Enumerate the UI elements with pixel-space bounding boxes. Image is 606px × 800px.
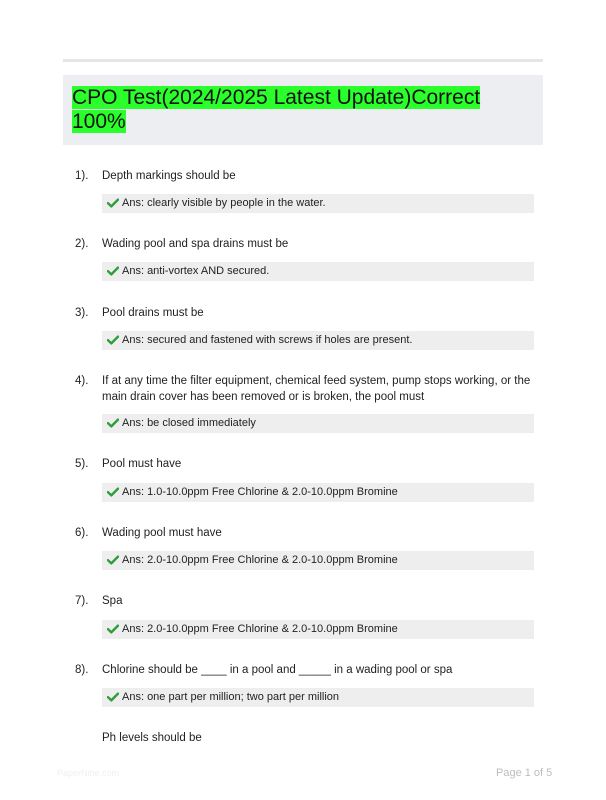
question-number: 7). xyxy=(75,595,89,607)
answer-text: Ans: be closed immediately xyxy=(122,417,256,429)
answer-text: Ans: 2.0-10.0ppm Free Chlorine & 2.0-10.0ppm Bromine xyxy=(122,554,398,566)
answer-text: Ans: 2.0-10.0ppm Free Chlorine & 2.0-10.0ppm Bromine xyxy=(122,623,398,635)
question-number: 2). xyxy=(75,238,89,250)
checkmark-icon xyxy=(107,331,120,345)
question-number: 6). xyxy=(75,527,89,539)
answer-text: Ans: secured and fastened with screws if holes are present. xyxy=(122,334,413,346)
answer-box xyxy=(102,414,534,433)
checkmark-icon xyxy=(107,194,120,208)
question-text: Spa xyxy=(102,595,123,607)
answer-text: Ans: one part per million; two part per million xyxy=(122,691,340,703)
checkmark-icon xyxy=(107,262,120,276)
question-text: Wading pool and spa drains must be xyxy=(102,238,289,250)
question-text: Chlorine should be ____ in a pool and _____ in a wading pool or spa xyxy=(102,664,453,676)
answer-text: Ans: 1.0-10.0ppm Free Chlorine & 2.0-10.0ppm Bromine xyxy=(122,486,398,498)
answer-box xyxy=(102,551,534,570)
question-number: 1). xyxy=(75,170,89,182)
question-number: 3). xyxy=(75,307,89,319)
question-text: Pool drains must be xyxy=(102,307,204,319)
question-number: 5). xyxy=(75,458,89,470)
question-number: 4). xyxy=(75,375,89,387)
top-divider xyxy=(63,59,543,62)
checkmark-icon xyxy=(107,620,120,634)
answer-box xyxy=(102,688,534,707)
question-text: Pool must have xyxy=(102,458,182,470)
checkmark-icon xyxy=(107,483,120,497)
checkmark-icon xyxy=(107,551,120,565)
checkmark-icon xyxy=(107,414,120,428)
question-text: Ph levels should be xyxy=(102,732,202,744)
checkmark-icon xyxy=(107,688,120,702)
answer-text: Ans: clearly visible by people in the water. xyxy=(122,197,326,209)
question-text: If at any time the filter equipment, chemical feed system, pump stops working, or the main drain cover has been removed or is broken, the pool must xyxy=(102,375,531,403)
answer-box xyxy=(102,620,534,639)
question-text: Wading pool must have xyxy=(102,527,222,539)
answer-box xyxy=(102,331,534,350)
question-number: 8). xyxy=(75,664,89,676)
watermark-text: PaperNibe.com xyxy=(57,768,120,778)
answer-box xyxy=(102,262,534,281)
document-title: CPO Test(2024/2025 Latest Update)Correct 100% xyxy=(72,86,481,133)
answer-box xyxy=(102,194,534,213)
answer-box xyxy=(102,483,534,502)
page-indicator: Page 1 of 5 xyxy=(496,767,553,779)
question-text: Depth markings should be xyxy=(102,170,236,182)
answer-text: Ans: anti-vortex AND secured. xyxy=(122,265,270,277)
